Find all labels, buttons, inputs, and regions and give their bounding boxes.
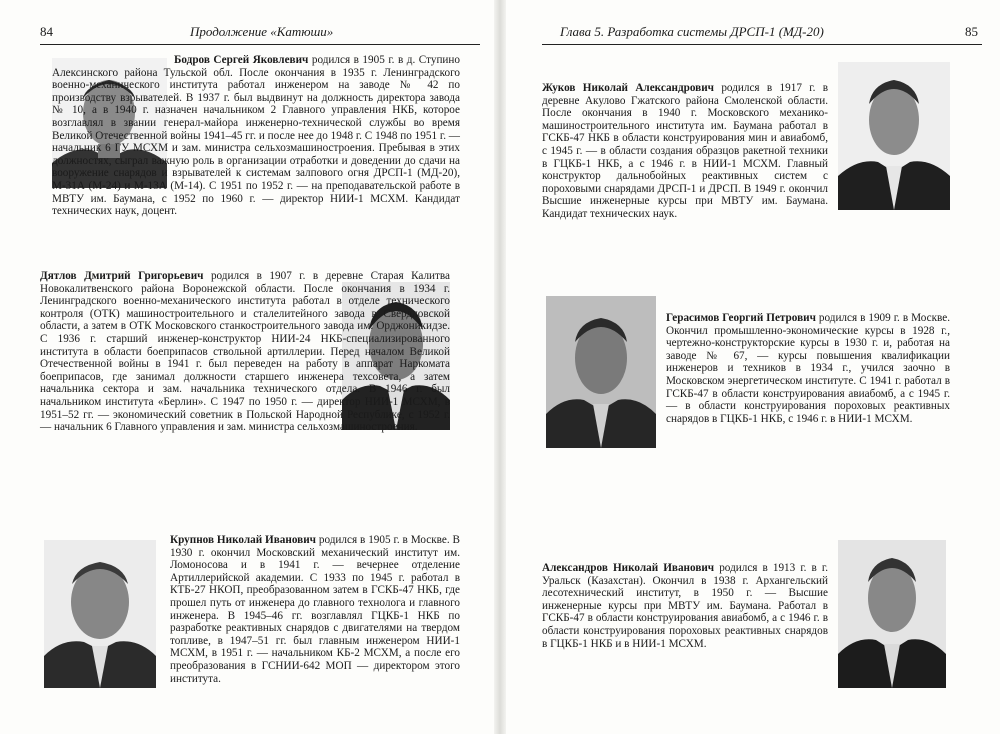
bio-zhukov <box>542 82 828 221</box>
bio-gerasimov <box>666 312 950 425</box>
bio-name: Александров Николай Иванович <box>542 562 715 574</box>
bio-name: Герасимов Георгий Петрович <box>666 312 816 324</box>
portrait-krupnov <box>44 540 156 688</box>
bio-name: Дятлов Дмитрий Григорьевич <box>40 270 204 282</box>
right-running-title: Глава 5. Разработка системы ДРСП-1 (МД-20) <box>560 24 824 39</box>
bio-name: Крупнов Николай Иванович <box>170 534 316 546</box>
bio-krupnov <box>170 534 460 685</box>
left-running-title: Продолжение «Катюши» <box>190 24 334 39</box>
right-page-number: 85 <box>965 24 978 39</box>
bio-text: родился в 1905 г. в Москве. В 1930 г. окончил Московский механический институт им. Ломоносова и в 1941 г. — вечернее отделение Артиллерийской академии. С 1933 по 1945 г. работал в КТБ-27 НКОП, преобразованном затем в ГСКБ-47 НКБ, где прошел путь от инженера до главного технолога и главного инженера. В 1945–46 гг. возглавлял ГЦКБ-1 НКБ по разработке реактивных снарядов с двигателями на твердом топливе, в 1947–51 гг. был главным инженером НИИ-1 МСХМ, в 1951 г. — начальником КБ-2 МСХМ, а после его преобразования в ГСНИИ-642 МОП — директором этого института. <box>170 534 461 685</box>
bio-text: родился в 1909 г. в Москве. Окончил промышленно-экономические курсы в 1928 г., чертежно-конструкторские курсы в 1930 г. и, работая на заводе № 67, — курсы повышения квалификации инженеров и техников в 1934 г., учился заочно в Московском энергетическом институте. С 1941 г. работал в ГСКБ-47 в области конструирования авиабомб, а с 1945 г. — в области конструирования пороховых реактивных снарядов в ГЦКБ-1 НКБ, с 1946 г. в НИИ-1 МСХМ. <box>666 312 950 425</box>
bio-text: родился в 1907 г. в деревне Старая Калитва Новокалитвенского района Воронежской области. После окончания в 1934 г. Ленинградского военно-механического института работал в отделе технического контроля (ОТК) машиностроительного и сталелитейного завода в Свердловской области, а затем в ОТК Московского станкостроительного завода им. Орджоникидзе. С 1936 г. старший инженер-конструктор НИИ-24 НКБ-специализированного института в области боеприпасов ствольной артиллерии. Перед началом Великой Отечественной войны в 1941 г. был переведен на работу в аппарат Наркомата боеприпасов, где занимал должности старшего инженера техсовета, а затем начальника сектора и зам. начальника технического отдела. В 1946 г. был начальником института «Берлин». С 1947 по 1950 г. — директор НИИ-1 МСХМ, в 1951–52 гг. — экономический советник в Польской Народной Республике, с 1952 г. — начальник 6 Главного управления и зам. министра сельхозмашиностроения. <box>40 270 451 434</box>
right-page <box>504 0 1000 734</box>
bio-aleksandrov <box>542 562 828 650</box>
portrait-zhukov <box>838 62 950 210</box>
left-page <box>0 0 496 734</box>
portrait-gerasimov <box>546 296 656 448</box>
bio-name: Жуков Николай Александрович <box>542 82 714 94</box>
bio-text: родился в 1917 г. в деревне Акулово Гжатского района Смоленской области. После окончания в 1940 г. Московского механико-машиностроительного института им. Баумана работал в ГСКБ-47 НКБ в области конструирования мин и авиабомб, с 1945 г. — в области создания образцов ракетной техники в ГЦКБ-1 НКБ, а с 1946 г. в НИИ-1 МСХМ. Главный конструктор дальнобойных реактивных систем с пороховыми снарядами ДРСП-1 и ДРСП. В 1949 г. окончил Высшие инженерные курсы при МВТУ им. Баумана. Кандидат технических наук. <box>542 82 828 220</box>
left-page-number: 84 <box>40 24 53 39</box>
bio-dyatlov <box>40 270 450 434</box>
bio-text: родился в 1905 г. в д. Ступино Алексинского района Тульской обл. После окончания в 1935 г. Ленинградского военно-механического института работал инженером на заводе № 42 по производству взрывателей. В 1937 г. был выдвинут на должность директора завода № 10, а в 1940 г. назначен начальником 2 Главного управления НКБ, которое возглавлял в звании генерал-майора инженерно-технической службы во время Великой Отечественной войны 1941–45 гг. и после нее до 1948 г. С 1948 по 1951 г. — начальник 6 ГУ МСХМ и зам. министра сельхозмашиностроения. Пребывая в этих должностях, сыграл важную роль в организации отработки и доведении до сдачи на вооружение снарядов и взрывателей к системам залпового огня ДРСП-1 (МД-20), М-31А (М-24) и М-13А (М-14). С 1951 по 1952 г. — на преподавательской работе в МВТУ им. Баумана, с 1952 по 1960 г. — директор НИИ-1 МСХМ. Кандидат технических наук, доцент. <box>52 54 460 218</box>
bio-text: родился в 1913 г. в г. Уральск (Казахстан). Окончил в 1938 г. Архангельский лесотехнический институт, в 1950 г. — Высшие инженерные курсы при МВТУ им. Баумана. Работал в ГСКБ-47 в области конструирования авиабомб, а с 1946 г. в области конструирования пороховых реактивных снарядов в ГЦКБ-1 НКБ и в НИИ-1 МСХМ. <box>542 562 828 650</box>
portrait-aleksandrov <box>838 540 946 688</box>
bio-name: Бодров Сергей Яковлевич <box>174 54 309 66</box>
left-running-head <box>40 22 480 45</box>
bio-bodrov <box>52 54 460 218</box>
right-running-head <box>542 22 982 45</box>
